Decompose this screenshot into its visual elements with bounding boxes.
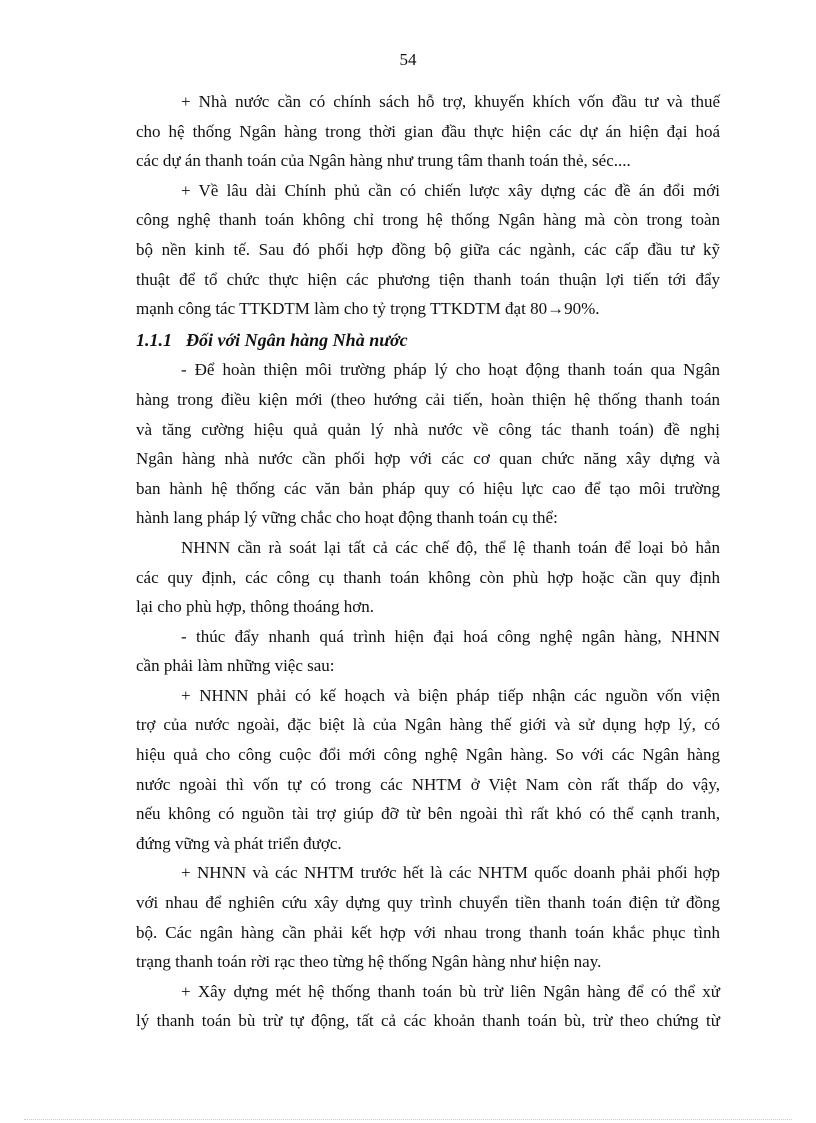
text-line: với nhau để nghiên cứu xây dựng quy trình chuyển tiền thanh toán điện tử đồng (136, 893, 720, 913)
text-line: và tăng cường hiệu quả quản lý nhà nước về công tác thanh toán) đề nghị (136, 419, 720, 439)
text-line: đứng vững và phát triển được. (136, 833, 342, 853)
text-line: ban hành hệ thống các văn bản pháp quy có hiệu lực cao để tạo môi trường (136, 478, 720, 498)
page-bottom-divider (24, 1119, 792, 1120)
text-line: nếu không có nguồn tài trợ giúp đỡ từ bên ngoài thì rất khó có thể cạnh tranh, (136, 804, 720, 824)
text-line: công nghệ thanh toán không chỉ trong hệ thống Ngân hàng mà còn trong toàn (136, 210, 720, 230)
text-line: bộ nền kinh tế. Sau đó phối hợp đồng bộ giữa các ngành, các cấp đầu tư kỹ (136, 239, 720, 259)
text-line: nước ngoài thì vốn tự có trong các NHTM ở Việt Nam còn rất thấp do vậy, (136, 774, 720, 794)
text-line: + Nhà nước cần có chính sách hỗ trợ, khuyến khích vốn đầu tư và thuế (181, 92, 720, 111)
text-line: cần phải làm những việc sau: (136, 656, 335, 676)
text-line: - thúc đẩy nhanh quá trình hiện đại hoá công nghệ ngân hàng, NHNN (181, 626, 720, 646)
text-line: Ngân hàng nhà nước cần phối hợp với các cơ quan chức năng xây dựng và (136, 449, 720, 469)
text-line: hàng trong điều kiện mới (theo hướng cải tiến, hoàn thiện hệ thống thanh toán (136, 389, 720, 409)
section-number: 1.1.1 (136, 329, 172, 350)
text-line: hiệu quả cho công cuộc đổi mới công nghệ Ngân hàng. So với các Ngân hàng (136, 745, 720, 765)
text-line: lại cho phù hợp, thông thoáng hơn. (136, 597, 375, 617)
text-line: các quy định, các công cụ thanh toán không còn phù hợp hoặc cần quy định (136, 567, 720, 587)
section-heading (136, 326, 720, 356)
document-body (136, 87, 720, 1036)
text-line: các dự án thanh toán của Ngân hàng như trung tâm thanh toán thẻ, séc.... (136, 151, 631, 171)
page-number: 54 (399, 50, 417, 69)
text-line: NHNN cần rà soát lại tất cả các chế độ, thể lệ thanh toán để loại bỏ hẳn (181, 537, 720, 557)
text-line: bộ. Các ngân hàng cần phải kết hợp với nhau trong thanh toán khắc phục tình (136, 922, 720, 942)
text-line: + Về lâu dài Chính phủ cần có chiến lược xây dựng các đề án đổi mới (181, 180, 720, 200)
text-line: thuật để tổ chức thực hiện các phương tiện thanh toán thuận lợi tiến tới đẩy (136, 269, 720, 289)
text-line: - Để hoàn thiện môi trường pháp lý cho hoạt động thanh toán qua Ngân (181, 360, 720, 380)
text-line: trợ của nước ngoài, đặc biệt là của Ngân hàng thế giới và sử dụng hợp lý, có (136, 715, 720, 735)
text-line: lý thanh toán bù trừ tự động, tất cả các khoản thanh toán bù, trừ theo chứng từ (136, 1011, 720, 1031)
text-line: mạnh công tác TTKDTM làm cho tỷ trọng TTKDTM đạt 80→90%. (136, 299, 600, 319)
text-line: trạng thanh toán rời rạc theo từng hệ thống Ngân hàng như hiện nay. (136, 952, 602, 972)
text-line: + NHNN và các NHTM trước hết là các NHTM quốc doanh phải phối hợp (181, 863, 720, 883)
text-line: + NHNN phải có kế hoạch và biện pháp tiếp nhận các nguồn vốn viện (181, 685, 720, 705)
text-line: hành lang pháp lý vững chắc cho hoạt động thanh toán cụ thể: (136, 508, 558, 528)
text-line: cho hệ thống Ngân hàng trong thời gian đầu thực hiện các dự án hiện đại hoá (136, 121, 720, 141)
section-title: Đối với Ngân hàng Nhà nước (186, 329, 408, 350)
text-line: + Xây dựng mét hệ thống thanh toán bù trừ liên Ngân hàng để có thể xử (181, 981, 720, 1001)
